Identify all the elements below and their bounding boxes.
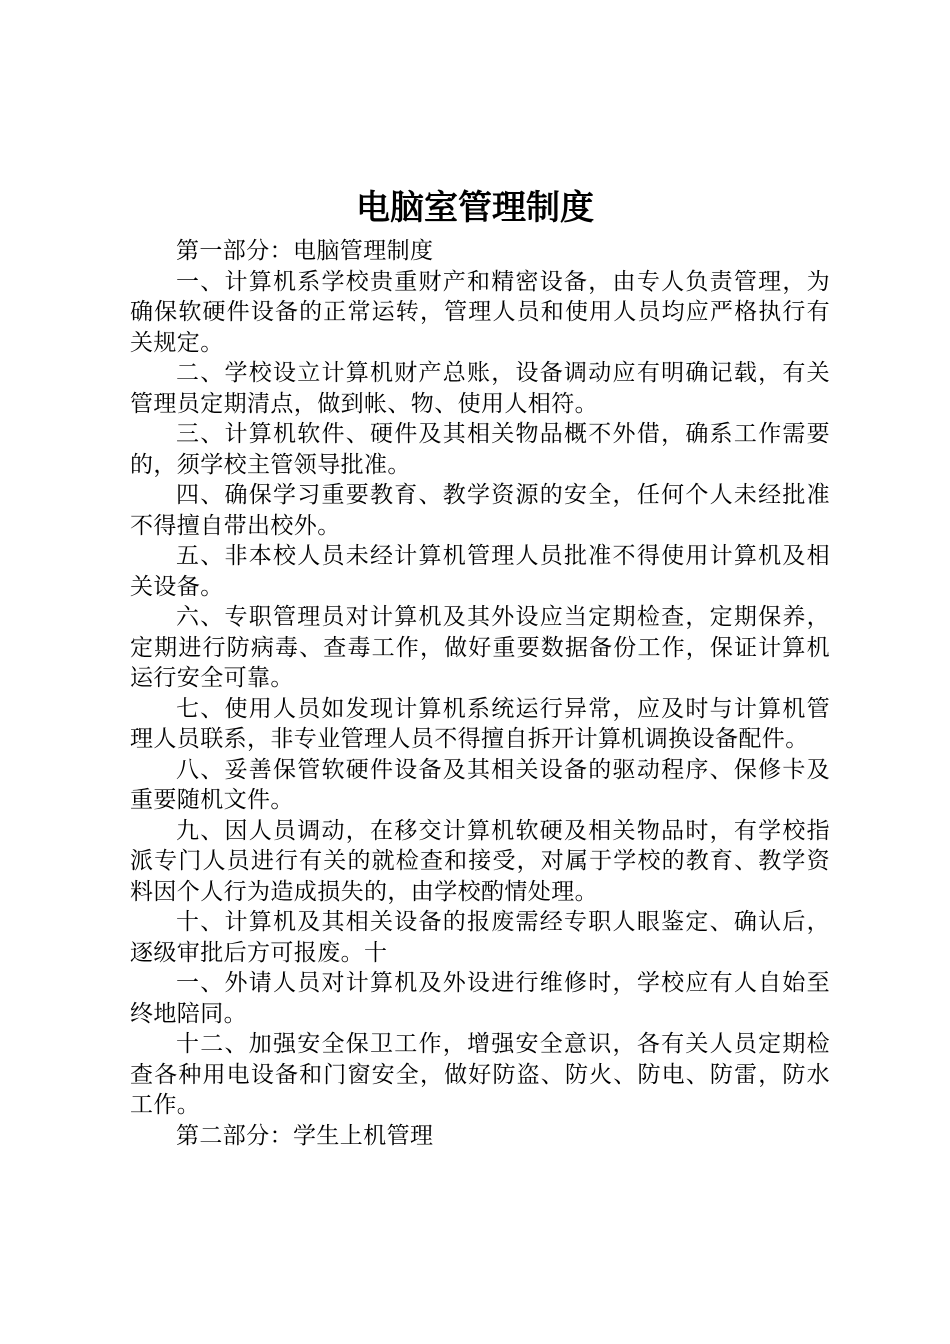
paragraph: 十二、加强安全保卫工作，增强安全意识，各有关人员定期检查各种用电设备和门窗安全，做好防盗、防火、防电、防雷，防水工作。 [130, 1031, 830, 1118]
paragraph: 五、非本校人员未经计算机管理人员批准不得使用计算机及相关设备。 [130, 543, 830, 600]
paragraph: 九、因人员调动，在移交计算机软硬及相关物品时，有学校指派专门人员进行有关的就检查和接受，对属于学校的教育、教学资料因个人行为造成损失的，由学校酌情处理。 [130, 817, 830, 905]
paragraph: 十、计算机及其相关设备的报废需经专职人眼鉴定、确认后，逐级审批后方可报废。十 [130, 909, 830, 966]
paragraph: 一、计算机系学校贵重财产和精密设备，由专人负责管理，为确保软硬件设备的正常运转，管理人员和使用人员均应严格执行有关规定。 [130, 268, 830, 356]
paragraph: 一、外请人员对计算机及外设进行维修时，学校应有人自始至终地陪同。 [130, 970, 830, 1027]
paragraph: 七、使用人员如发现计算机系统运行异常，应及时与计算机管理人员联系，非专业管理人员不得擅自拆开计算机调换设备配件。 [130, 695, 830, 752]
paragraph: 八、妥善保管软硬件设备及其相关设备的驱动程序、保修卡及重要随机文件。 [130, 756, 830, 813]
document-title: 电脑室管理制度 [356, 188, 594, 228]
paragraph: 三、计算机软件、硬件及其相关物品概不外借，确系工作需要的，须学校主管领导批准。 [130, 421, 830, 478]
document-body [130, 236, 830, 1151]
paragraph: 四、确保学习重要教育、教学资源的安全，任何个人未经批准不得擅自带出校外。 [130, 482, 830, 539]
paragraph: 二、学校设立计算机财产总账，设备调动应有明确记载，有关管理员定期清点，做到帐、物、使用人相符。 [130, 360, 830, 417]
paragraph: 六、专职管理员对计算机及其外设应当定期检查，定期保养，定期进行防病毒、查毒工作，做好重要数据备份工作，保证计算机运行安全可靠。 [130, 604, 830, 691]
section-heading: 第一部分：电脑管理制度 [176, 238, 434, 264]
section-heading: 第二部分：学生上机管理 [176, 1122, 434, 1149]
